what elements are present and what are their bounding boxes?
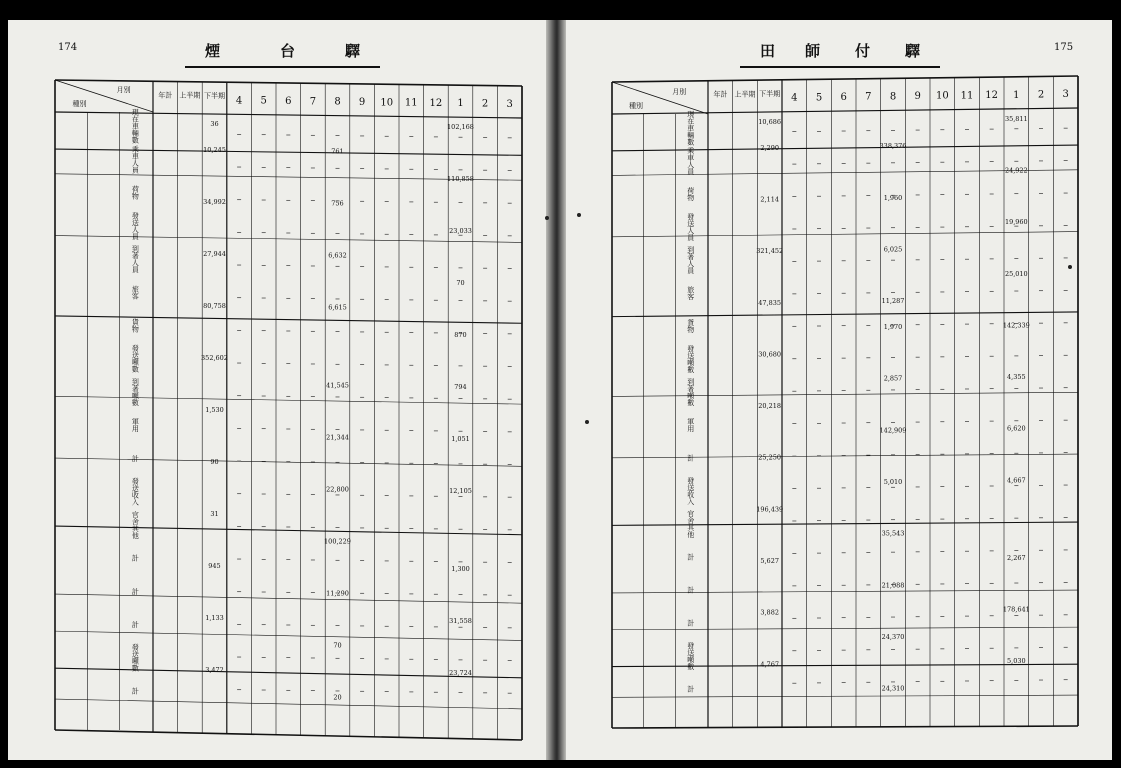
year-header: 上半期: [179, 91, 201, 100]
table-value: 70: [333, 641, 342, 650]
table-value: 20,218: [758, 402, 782, 411]
left-station-title-3: 驛: [345, 42, 363, 60]
table-value: 19,960: [1004, 218, 1028, 227]
corner-label-kind: 種別: [72, 100, 87, 108]
row-label: 到著噸數: [131, 377, 140, 406]
month-header: 12: [429, 97, 443, 109]
row-label: 貨物: [131, 318, 140, 333]
month-header: 4: [235, 95, 243, 107]
table-value: 35,543: [881, 529, 905, 538]
row-label: 現在車輛數: [131, 108, 140, 144]
left-station-title-1: 煙: [205, 42, 223, 60]
table-value: 5,627: [760, 557, 779, 566]
corner-label-month: 月別: [116, 86, 131, 94]
year-header: 年計: [158, 91, 173, 100]
right-station-title-3: 付: [855, 42, 873, 60]
section-rule: [612, 312, 1078, 317]
table-value: 945: [208, 562, 221, 571]
table-value: 41,545: [326, 381, 349, 390]
table-value: 1,051: [451, 435, 470, 444]
table-value: 21,344: [326, 433, 349, 442]
table-value: 5,030: [1007, 657, 1026, 666]
year-header: 上半期: [734, 90, 756, 99]
row-label: 乘車人員: [686, 147, 695, 175]
row-label: 現在車輛數: [686, 110, 695, 146]
row-label: 荷物: [686, 187, 695, 201]
row-label: 荷物: [131, 185, 140, 200]
row-label: 計: [131, 587, 140, 595]
table-value: 24,310: [881, 684, 905, 693]
row-label: 計: [131, 620, 140, 628]
table-value: 2,267: [1007, 553, 1026, 562]
table-value: 27,944: [203, 250, 226, 259]
table-value: 24,370: [881, 632, 905, 641]
table-value: 36: [210, 120, 219, 129]
month-header: 9: [358, 96, 366, 108]
table-value: 6,615: [328, 303, 347, 312]
row-label: 發送收入: [131, 477, 140, 506]
table-value: 90: [210, 458, 219, 467]
corner-diagonal: [612, 82, 708, 114]
row-label: 乘車人員: [131, 145, 140, 174]
right-station-title-2: 師: [805, 42, 823, 60]
month-header: 7: [865, 91, 872, 103]
corner-label-month: 月別: [672, 88, 687, 96]
table-value: 80,758: [203, 302, 226, 311]
table-value: 25,010: [1004, 269, 1028, 278]
table-value: 4,667: [1007, 476, 1026, 485]
month-header: 3: [1062, 89, 1069, 101]
year-header: 下半期: [759, 89, 781, 98]
section-rule: [612, 145, 1078, 151]
table-bottom-border: [612, 726, 1078, 728]
month-header: 10: [935, 90, 949, 102]
table-value: 24,922: [1004, 166, 1028, 175]
header-rule: [612, 108, 1078, 114]
table-value: 142,909: [879, 426, 907, 435]
row-label: 發送人員: [686, 213, 695, 241]
row-label: 計: [131, 554, 140, 562]
table-value: 10,686: [758, 117, 782, 126]
month-header: 8: [889, 91, 897, 103]
table-value: 321,452: [756, 247, 784, 256]
month-header: 8: [334, 96, 341, 108]
month-header: 5: [260, 95, 267, 107]
table-value: 4,767: [760, 660, 779, 669]
month-header: 6: [285, 95, 292, 107]
row-label: 發送噸數: [686, 642, 695, 670]
table-value: 1,970: [883, 322, 903, 331]
row-label: 發送噸數: [131, 643, 140, 672]
row-label: 到著人員: [686, 246, 695, 274]
table-top-border: [612, 76, 1078, 82]
table-value: 31,558: [449, 617, 472, 626]
section-rule: [612, 627, 1078, 630]
month-header: 11: [960, 90, 974, 102]
row-label: 到著人員: [131, 244, 140, 273]
month-header: 6: [840, 92, 847, 104]
row-label: 官舍其他: [686, 510, 695, 538]
table-value: 6,632: [328, 251, 347, 260]
month-header: 1: [1013, 89, 1020, 101]
table-value: 196,439: [756, 505, 784, 514]
month-header: 5: [815, 92, 823, 104]
right-page-number: 175: [1054, 42, 1074, 53]
table-value: 794: [454, 383, 467, 392]
table-value: 12,105: [449, 487, 472, 496]
section-rule: [612, 232, 1078, 237]
month-header: 2: [1037, 89, 1045, 101]
table-value: 5,010: [883, 477, 903, 486]
table-value: 142,339: [1002, 321, 1030, 330]
table-value: 1,300: [451, 565, 470, 574]
row-label: 旅客: [131, 285, 140, 300]
table-value: 23,724: [449, 669, 472, 678]
row-label: 官舍其他: [131, 510, 140, 539]
right-station-title-1: 田: [760, 42, 778, 60]
month-header: 1: [457, 98, 464, 110]
table-value: 6,025: [883, 245, 903, 254]
table-value: 21,088: [881, 581, 905, 590]
table-value: 178,641: [1002, 605, 1030, 614]
section-rule: [612, 522, 1078, 525]
left-page-number: 174: [58, 42, 78, 53]
table-value: 761: [331, 147, 344, 156]
corner-label-kind: 種別: [629, 102, 643, 110]
table-value: 3,472: [205, 666, 224, 675]
table-value: 34,992: [203, 198, 226, 207]
table-value: 2,290: [760, 143, 779, 152]
row-label: 發送人員: [131, 211, 140, 240]
year-header: 年計: [713, 90, 728, 99]
row-label: 軍用: [686, 418, 695, 432]
table-value: 352,602: [201, 354, 228, 363]
right-station-title-4: 驛: [905, 42, 923, 60]
section-rule: [612, 392, 1078, 396]
table-value: 23,033: [449, 227, 472, 236]
table-value: 1,133: [205, 614, 224, 623]
row-label: 發送收入: [686, 477, 695, 505]
month-header: 10: [380, 97, 394, 109]
table-value: 756: [331, 199, 344, 208]
row-label: 發送噸數: [131, 344, 140, 373]
table-value: 102,168: [447, 123, 474, 132]
row-label: 計: [686, 553, 695, 561]
left-station-title-2: 台: [280, 42, 298, 60]
table-value: 30,680: [758, 350, 782, 359]
table-value: 70: [456, 279, 465, 288]
table-value: 22,800: [326, 485, 349, 494]
table-value: 31: [210, 510, 219, 519]
row-label: 計: [686, 454, 695, 462]
table-value: 100,229: [324, 537, 351, 546]
table-value: 3,882: [760, 608, 779, 617]
month-header: 7: [309, 96, 317, 108]
section-rule: [612, 695, 1078, 697]
table-value: 1,960: [883, 193, 903, 202]
table-value: 6,620: [1007, 424, 1026, 433]
row-label: 發送噸數: [686, 345, 695, 373]
table-value: 35,811: [1004, 114, 1028, 123]
table-value: 47,835: [758, 298, 782, 307]
month-header: 9: [914, 91, 921, 103]
section-rule: [612, 590, 1078, 593]
row-label: 到著噸數: [686, 378, 695, 406]
table-value: 4,355: [1007, 373, 1026, 382]
month-header: 12: [985, 90, 999, 102]
section-rule: [612, 454, 1078, 458]
row-label: 計: [686, 685, 695, 693]
row-label: 計: [686, 619, 695, 627]
table-value: 11,290: [326, 589, 349, 598]
month-header: 4: [791, 92, 798, 104]
month-header: 3: [506, 98, 513, 110]
table-value: 10,245: [203, 146, 226, 155]
month-header: 11: [404, 97, 418, 109]
table-value: 1,530: [205, 406, 224, 415]
row-label: 計: [131, 454, 140, 462]
table-value: 2,114: [760, 195, 779, 204]
row-label: 計: [131, 687, 140, 695]
table-value: 338,376: [879, 142, 907, 151]
row-label: 旅客: [686, 286, 695, 300]
table-value: 110,858: [447, 175, 474, 184]
table-value: 20: [333, 693, 342, 702]
table-value: 2,857: [883, 374, 903, 383]
row-label: 貨物: [686, 319, 695, 333]
month-header: 2: [481, 98, 489, 110]
row-label: 計: [686, 586, 695, 594]
year-header: 下半期: [204, 92, 225, 101]
row-label: 軍用: [131, 418, 140, 432]
table-value: 11,287: [881, 297, 905, 306]
table-value: 25,250: [758, 453, 782, 462]
table-value: 870: [454, 331, 467, 340]
